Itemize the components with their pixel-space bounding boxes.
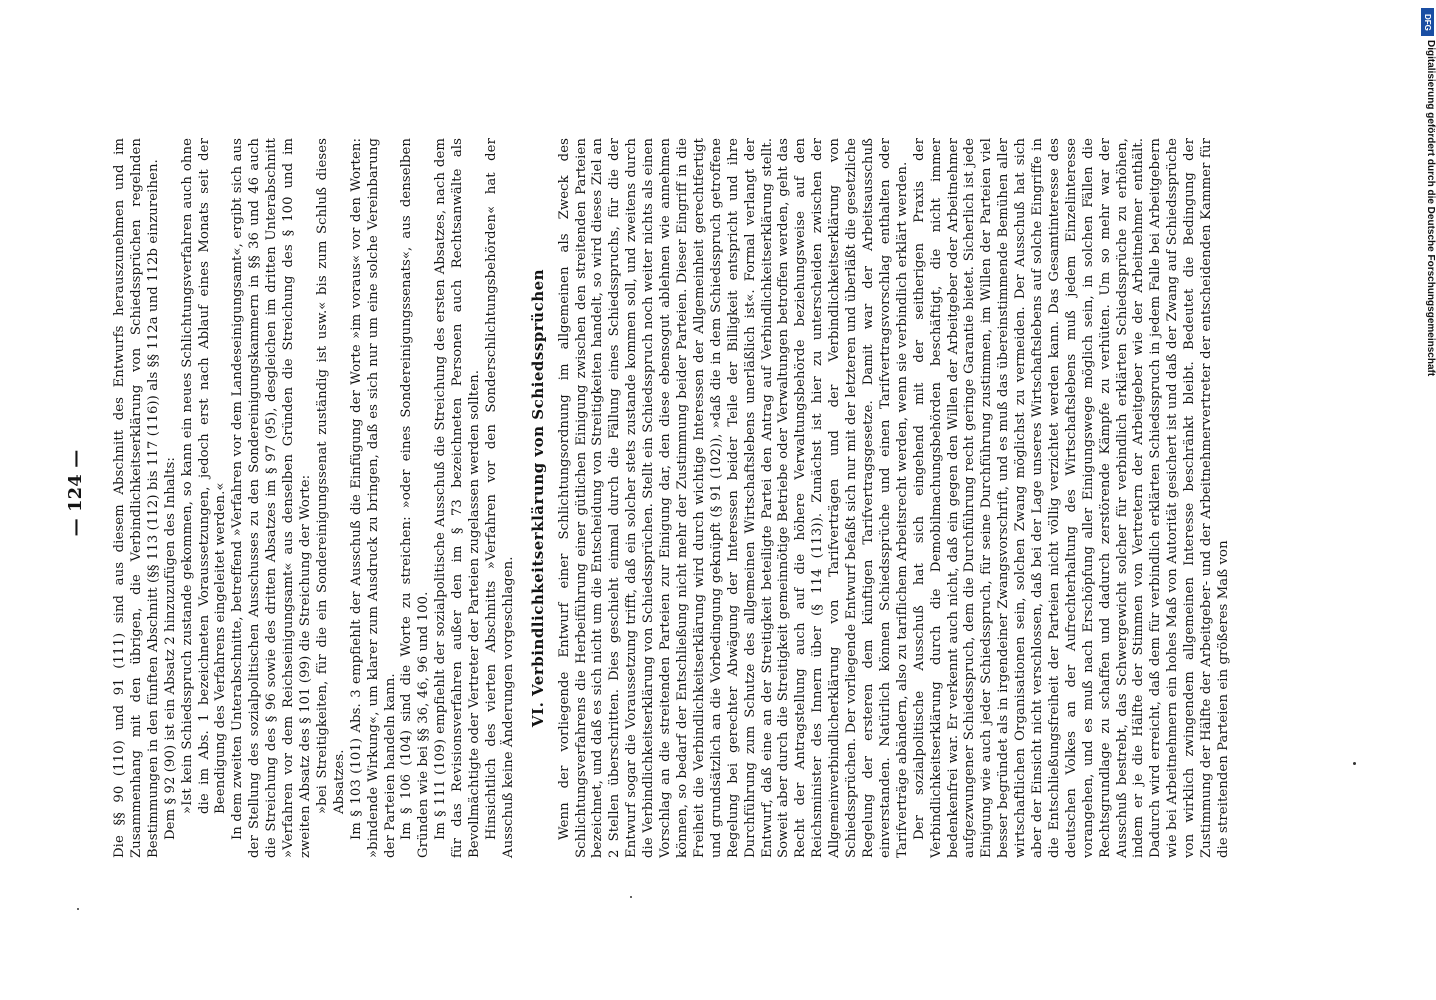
rotated-page (65, 98, 1231, 888)
scan-speck (77, 908, 79, 910)
section-heading: VI. Verbindlichkeitserklärung von Schiedssprüchen (528, 268, 547, 728)
digitization-credit: Digitalisierung gefördert durch die Deutsche Forschungsgemeinschaft (1425, 40, 1436, 377)
paragraph: Im § 106 (104) sind die Worte zu streichen: »oder eines Sondereinigungssenats«, aus denselben Gründen wie bei §§ 36, 46, 96 und 100. (399, 138, 432, 858)
paragraph: In dem zweiten Unterabschnitte, betreffend »Verfahren vor dem Landeseinigungsamt«, ergibt sich aus der Stellung des sozialpolitischen Ausschusses zu den Sondereinigungskammern in §§ 36 und 46 auch die Streichung des § 96 sowie des dritten Absatzes im § 97 (95), desgleichen im dritten Unterabschnitt »Verfahren vor dem Reichseinigungsamt« aus denselben Gründen die Streichung des § 100 und im zweiten Absatz des § 101 (99) die Streichung der Worte: (230, 138, 313, 858)
page-content (65, 98, 1231, 888)
page-number-header: — 124 — (65, 449, 86, 537)
quotation: »bei Streitigkeiten, für die ein Sondereinigungssenat zuständig ist usw.« bis zum Schluß dieses Absatzes. (314, 138, 347, 814)
paragraph: Der sozialpolitische Ausschuß hat sich eingehend mit der seitherigen Praxis der Verbindlichkeitserklärung durch die Demobilmachungsbehörden beschäftigt, die nicht immer bedenkenfrei war. Er verkennt auch nicht, daß ein gegen den Willen der Arbeitgeber oder Arbeitnehmer aufgezwungener Schiedsspruch, dem die Durchführung recht geringe Garantie bietet. Sicherlich ist jede Einigung wie auch jeder Schiedsspruch, für seine Durchführung zustimmen, im Willen der Parteien viel besser begründet als in irgendeiner Zwangsvorschrift, und es muß das übereinstimmende Bemühen aller wirtschaftlichen Organisationen sein, solchen Zwang möglichst zu vermeiden. Der Ausschuß hat sich aber der Einsicht nicht verschlossen, daß bei der Lage unseres Wirtschaftslebens auf solche Eingriffe in die Entschließungsfreiheit der Parteien nicht völlig verzichtet werden kann. Das Gesamtinteresse des deutschen Volkes an der Aufrechterhaltung des Wirtschaftslebens muß jedem Einzelinteresse vorangehen, und es muß nach Erschöpfung aller Einigungswege möglich sein, in solchen Fällen die Rechtsgrundlage zu schaffen und dadurch zerstörende Kämpfe zu verhüten. Um so mehr war der Ausschuß bestrebt, das Schwergewicht solcher für verbindlich erklärten Schiedssprüche zu erhöhen, indem er je die Hälfte der Stimmen von Vertretern der Arbeitgeber wie der Arbeitnehmer enthält. Dadurch wird erreicht, daß dem für verbindlich erklärten Schiedsspruch in jedem Falle bei Arbeitgebern wie bei Arbeitnehmern ein hohes Maß von Autorität gesichert ist und daß der Zwang auf Schiedssprüche von wirklich zwingendem allgemeinen Interesse beschränkt bleibt. Bedeutet die Bedingung der Zustimmung der Hälfte der Arbeitgeber- und der Arbeitnehmervertreter der entscheidenden Kammer für die streitenden Parteien ein größeres Maß von (911, 138, 1231, 858)
quotation: »Ist kein Schiedsspruch zustande gekommen, so kann ein neues Schlichtungsverfahren auch ohne die im Abs. 1 bezeichneten Voraussetzungen, jedoch erst nach Ablauf eines Monats seit der Beendigung des Verfahrens eingeleitet werden.« (179, 138, 229, 814)
paragraph: Im § 103 (101) Abs. 3 empfiehlt der Ausschuß die Einfügung der Worte »im voraus« vor den Worten: »bindende Wirkung«, um klarer zum Ausdruck zu bringen, daß es sich nur um eine solche Vereinbarung der Parteien handeln kann. (348, 138, 398, 858)
scan-speck (630, 896, 632, 898)
paragraph: Dem § 92 (90) ist ein Absatz 2 hinzuzufügen des Inhalts: (162, 457, 178, 840)
scan-speck (1353, 762, 1356, 765)
paragraph: Wenn der vorliegende Entwurf einer Schlichtungsordnung im allgemeinen als Zweck des Schlichtungsverfahrens die Herbeiführung einer gütlichen Einigung zwischen den streitenden Parteien bezeichnet, und daß es sich nicht um die Entscheidung von Streitigkeiten handelt, so wird dieses Ziel an 2 Stellen überschritten. Dies geschieht einmal durch die Fällung eines Schiedsspruchs, für die der Entwurf sogar die Voraussetzung trifft, daß ein solcher stets zustande kommen soll, und zweitens durch die Verbindlichkeitserklärung von Schiedssprüchen. Stellt ein Schiedsspruch noch weiter nichts als einen Vorschlag an die streitenden Parteien zur Einigung dar, den diese ebensogut ablehnen wie annehmen können, so bedarf der Entschließung nicht mehr der Zustimmung beider Parteien. Dieser Eingriff in die Freiheit die Verbindlichkeitserklärung wird durch wichtige Interessen der Allgemeinheit gerechtfertigt und grundsätzlich an die Vorbedingung geknüpft (§ 91 (102)), »daß die in dem Schiedsspruch getroffene Regelung bei gerechter Abwägung der Interessen beider Teile der Billigkeit entspricht und ihre Durchführung zum Schutze des allgemeinen Wirtschaftslebens unerläßlich ist«. Formal verlangt der Entwurf, daß eine an der Streitigkeit beteiligte Partei den Antrag auf Verbindlichkeitserklärung stellt. Soweit aber durch die Streitigkeit gemeinnötige Betriebe oder Verwaltungen betroffen werden, geht das Recht der Antragstellung auch auf die höhere Verwaltungsbehörde beziehungsweise auf den Reichsminister des Innern über (§ 114 (113)). Zunächst ist hier zu unterscheiden zwischen der Allgemeinverbindlicherklärung von Tarifverträgen und der Verbindlichkeitserklärung von Schiedssprüchen. Der vorliegende Entwurf befaßt sich nur mit der letzteren und überläßt die gesetzliche Regelung der ersteren dem künftigen Tarifvertragsgesetze. Damit war der Arbeitsausschuß einverstanden. Natürlich können Schiedssprüche und einen Tarifvertragsvorschlag enthalten oder Tarifverträge abändern, also zu tariflichem Arbeitsrecht werden, wenn sie verbindlich erklärt werden. (556, 138, 910, 858)
side-credit (1422, 40, 1436, 420)
document-body (112, 138, 1233, 858)
dfg-logo-icon: DFG (1421, 8, 1434, 36)
paragraph: Im § 111 (109) empfiehlt der sozialpolitische Ausschuß die Streichung des ersten Absatzes, nach dem für das Revisionsverfahren außer den im § 73 bezeichneten Personen auch Rechtsanwälte als Bevollmächtigte oder Vertreter der Parteien zugelassen werden sollten. (433, 138, 483, 858)
paragraph: Die §§ 90 (110) und 91 (111) sind aus diesem Abschnitt des Entwurfs herauszunehmen und im Zusammenhang mit den übrigen, die Verbindlichkeitserklärung von Schiedssprüchen regelnden Bestimmungen in den fünften Abschnitt (§§ 113 (112) bis 117 (116)) als §§ 112a und 112b einzureihen. (112, 138, 161, 858)
paragraph: Hinsichtlich des vierten Abschnitts »Verfahren vor den Sonderschlichtungsbehörden« hat der Ausschuß keine Änderungen vorgeschlagen. (483, 138, 516, 858)
